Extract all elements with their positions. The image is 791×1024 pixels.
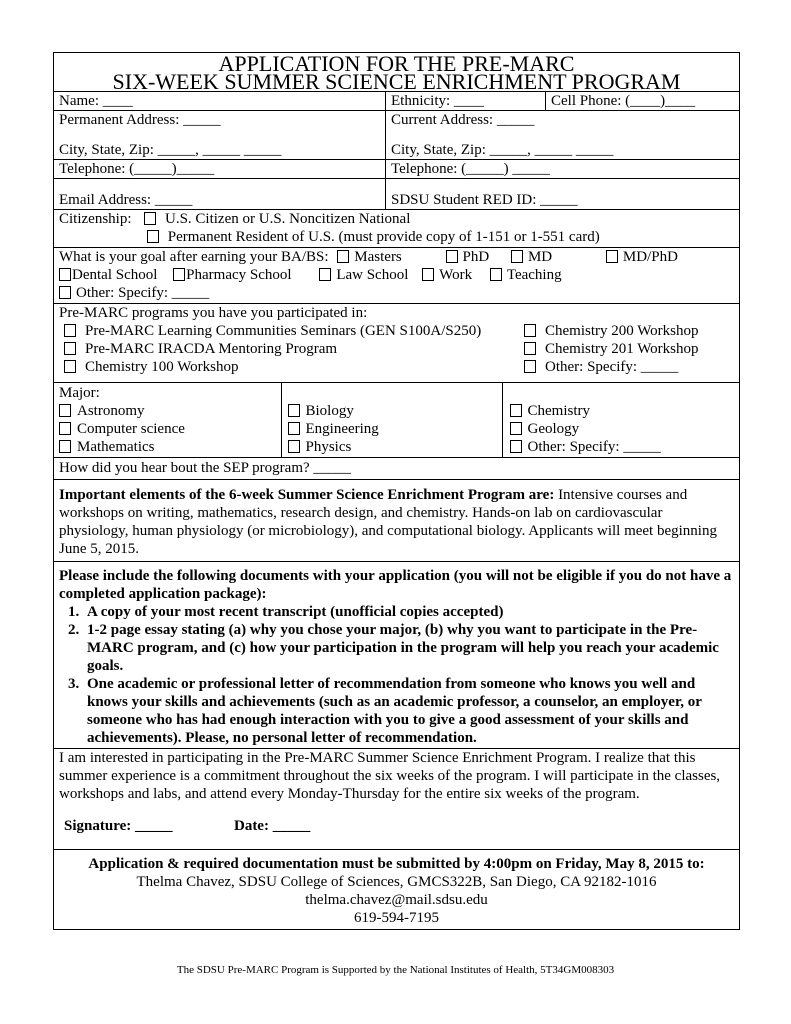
citizenship-label: Citizenship: bbox=[59, 211, 132, 227]
program-iracda-checkbox[interactable] bbox=[64, 342, 76, 355]
program-chem201-label: Chemistry 201 Workshop bbox=[545, 341, 699, 357]
major-cs-label: Computer science bbox=[77, 421, 185, 437]
email-field[interactable]: Email Address: _____ bbox=[54, 179, 386, 210]
program-chem100-checkbox[interactable] bbox=[64, 360, 76, 373]
goal-label: What is your goal after earning your BA/BS: bbox=[59, 249, 329, 265]
major-cs-checkbox[interactable] bbox=[59, 422, 71, 435]
goal-other-checkbox[interactable] bbox=[59, 286, 71, 299]
goal-mdphd-label: MD/PhD bbox=[622, 249, 678, 265]
major-other-label: Other: Specify: _____ bbox=[527, 439, 661, 455]
signature-field[interactable]: Signature: _____ bbox=[64, 818, 173, 834]
documents-list bbox=[59, 603, 734, 747]
goal-teaching-label: Teaching bbox=[506, 267, 562, 283]
major-math-checkbox[interactable] bbox=[59, 440, 71, 453]
major-engineering-label: Engineering bbox=[305, 421, 379, 437]
goal-law-label: Law School bbox=[336, 267, 409, 283]
title-line-2: SIX-WEEK SUMMER SCIENCE ENRICHMENT PROGRAM bbox=[112, 69, 681, 94]
important-elements-text: Intensive courses and workshops on writing, mathematics, research design, and chemistry. Hands-on lab on cardiovascular physiology, human physiology (or microbiology), and computational biology. Applicants will meet beginning June 5, 2015. bbox=[59, 487, 717, 557]
major-biology-label: Biology bbox=[305, 403, 354, 419]
major-math-label: Mathematics bbox=[77, 439, 155, 455]
document-item: 3. One academic or professional letter of recommendation from someone who knows you well and knows your skills and achievements (such as an academic professor, a counselor, an employer, or someone who has had enough interaction with you to give a good assessment of your skills and achievements). Please, no personal letter of recommendation. bbox=[83, 675, 734, 747]
major-physics-checkbox[interactable] bbox=[288, 440, 300, 453]
goal-masters-label: Masters bbox=[354, 249, 402, 265]
date-field[interactable]: Date: _____ bbox=[233, 818, 311, 834]
heard-about-field[interactable]: How did you hear bout the SEP program? _____ bbox=[54, 458, 740, 480]
title-line-1: APPLICATION FOR THE PRE-MARC bbox=[218, 51, 575, 76]
citizen-option-label: U.S. Citizen or U.S. Noncitizen National bbox=[165, 211, 411, 227]
major-geology-label: Geology bbox=[527, 421, 580, 437]
program-chem201-checkbox[interactable] bbox=[524, 342, 536, 355]
important-elements bbox=[54, 480, 740, 562]
major-astronomy-label: Astronomy bbox=[77, 403, 145, 419]
cell-phone-field[interactable]: Cell Phone: (____)____ bbox=[546, 92, 740, 111]
goal-masters-checkbox[interactable] bbox=[337, 250, 349, 263]
required-documents bbox=[54, 562, 740, 749]
goal-phd-checkbox[interactable] bbox=[446, 250, 458, 263]
goal-dental-checkbox[interactable] bbox=[59, 268, 71, 281]
application-form bbox=[53, 52, 739, 930]
goal-phd-label: PhD bbox=[462, 249, 490, 265]
major-geology-checkbox[interactable] bbox=[510, 422, 522, 435]
goal-work-label: Work bbox=[439, 267, 473, 283]
program-chem200-checkbox[interactable] bbox=[524, 324, 536, 337]
major-other-checkbox[interactable] bbox=[510, 440, 522, 453]
programs-section bbox=[54, 304, 740, 383]
submission-address: Thelma Chavez, SDSU College of Sciences, GMCS322B, San Diego, CA 92182-1016 bbox=[136, 874, 657, 890]
footer-note: The SDSU Pre-MARC Program is Supported by the National Institutes of Health, 5T34GM008303 bbox=[176, 964, 615, 976]
permanent-address-field[interactable]: Permanent Address: _____ bbox=[59, 112, 221, 128]
citizen-checkbox[interactable] bbox=[144, 212, 156, 225]
program-other-checkbox[interactable] bbox=[524, 360, 536, 373]
submission-email[interactable]: thelma.chavez@mail.sdsu.edu bbox=[305, 892, 488, 908]
goal-pharmacy-label: Pharmacy School bbox=[186, 267, 292, 283]
goal-md-checkbox[interactable] bbox=[511, 250, 523, 263]
program-chem100-label: Chemistry 100 Workshop bbox=[85, 359, 239, 375]
citizenship-section bbox=[54, 210, 740, 248]
goal-section bbox=[54, 248, 740, 304]
form-title bbox=[54, 53, 740, 92]
major-engineering-checkbox[interactable] bbox=[288, 422, 300, 435]
curr-city-state-zip-field[interactable]: City, State, Zip: _____, _____ _____ bbox=[391, 142, 614, 158]
red-id-field[interactable]: SDSU Student RED ID: _____ bbox=[386, 179, 740, 210]
goal-teaching-checkbox[interactable] bbox=[490, 268, 502, 281]
ethnicity-field[interactable]: Ethnicity: ____ bbox=[386, 92, 546, 111]
program-learning-communities-checkbox[interactable] bbox=[64, 324, 76, 337]
goal-pharmacy-checkbox[interactable] bbox=[173, 268, 185, 281]
goal-md-label: MD bbox=[527, 249, 553, 265]
programs-label: Pre-MARC programs you have you participated in: bbox=[59, 305, 368, 321]
permanent-address-cell bbox=[54, 111, 386, 160]
major-chemistry-checkbox[interactable] bbox=[510, 404, 522, 417]
document-item: 1. A copy of your most recent transcript (unofficial copies accepted) bbox=[83, 603, 734, 621]
program-chem200-label: Chemistry 200 Workshop bbox=[545, 323, 699, 339]
document-item: 2. 1-2 page essay stating (a) why you chose your major, (b) why you want to participate in the Pre-MARC program, and (c) how your participation in the program will help you reach your academic goals. bbox=[83, 621, 734, 675]
major-section bbox=[54, 383, 740, 458]
major-astronomy-checkbox[interactable] bbox=[59, 404, 71, 417]
major-chemistry-label: Chemistry bbox=[527, 403, 590, 419]
important-elements-heading: Important elements of the 6-week Summer Science Enrichment Program are: bbox=[59, 487, 555, 503]
program-learning-communities-label: Pre-MARC Learning Communities Seminars (GEN S100A/S250) bbox=[85, 323, 482, 339]
current-address-field[interactable]: Current Address: _____ bbox=[391, 112, 535, 128]
goal-work-checkbox[interactable] bbox=[422, 268, 434, 281]
permanent-resident-label: Permanent Resident of U.S. (must provide copy of 1-151 or 1-551 card) bbox=[167, 229, 600, 245]
submission-deadline: Application & required documentation must be submitted by 4:00pm on Friday, May 8, 2015 to: bbox=[88, 856, 705, 872]
name-field[interactable]: Name: ____ bbox=[54, 92, 386, 111]
curr-telephone-field[interactable]: Telephone: (_____) _____ bbox=[386, 160, 740, 179]
major-biology-checkbox[interactable] bbox=[288, 404, 300, 417]
current-address-cell bbox=[386, 111, 740, 160]
commitment-statement: I am interested in participating in the Pre-MARC Summer Science Enrichment Program. I realize that this summer experience is a commitment throughout the six weeks of the program. I will participate in the classes, workshops and labs, and attend every Monday-Thursday for the entire six weeks of the program. bbox=[59, 750, 721, 802]
statement-section bbox=[54, 749, 740, 850]
perm-city-state-zip-field[interactable]: City, State, Zip: _____, _____ _____ bbox=[59, 142, 282, 158]
program-other-label: Other: Specify: _____ bbox=[545, 359, 679, 375]
documents-intro: Please include the following documents with your application (you will not be eligible if you do not have a completed application package): bbox=[59, 568, 732, 602]
goal-dental-label: Dental School bbox=[72, 267, 158, 283]
submission-info bbox=[54, 850, 740, 930]
program-iracda-label: Pre-MARC IRACDA Mentoring Program bbox=[85, 341, 338, 357]
submission-phone: 619-594-7195 bbox=[354, 910, 439, 926]
goal-law-checkbox[interactable] bbox=[319, 268, 331, 281]
major-physics-label: Physics bbox=[305, 439, 352, 455]
goal-mdphd-checkbox[interactable] bbox=[606, 250, 618, 263]
goal-other-label: Other: Specify: _____ bbox=[76, 285, 210, 301]
permanent-resident-checkbox[interactable] bbox=[147, 230, 159, 243]
form-table bbox=[53, 52, 740, 930]
perm-telephone-field[interactable]: Telephone: (_____)_____ bbox=[54, 160, 386, 179]
major-label: Major: bbox=[59, 385, 100, 401]
